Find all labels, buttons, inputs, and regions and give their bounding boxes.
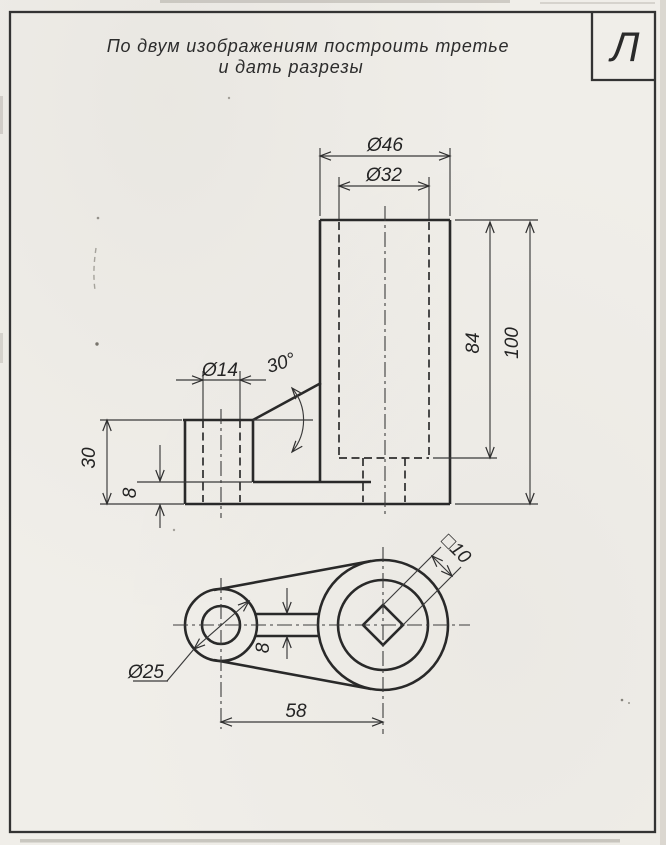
top-view [127, 530, 475, 734]
d25-leader-tail-diag [167, 649, 194, 681]
dim-d46-label: Ø46 [367, 135, 403, 156]
angle-30-label: 30° [264, 349, 299, 378]
tangent-lower-line [214, 660, 371, 689]
dim-8-front-label: 8 [120, 487, 141, 499]
dim-d14-label: Ø14 [202, 360, 238, 381]
dim-d25-label: Ø25 [128, 662, 164, 683]
dim-sq10-line [432, 556, 452, 576]
front-view [79, 135, 538, 528]
dim-30-label: 30 [79, 447, 100, 469]
dim-100-label: 100 [502, 327, 523, 359]
title-line-2: и дать разрезы [218, 57, 364, 77]
front-center-lines [221, 206, 385, 518]
dim-58-label: 58 [285, 701, 307, 722]
dim-rib8-label: 8 [253, 642, 274, 654]
tangent-upper-line [214, 561, 371, 590]
title-line-1: По двум изображениям построить третье [106, 36, 510, 56]
dim-84-label: 84 [463, 332, 484, 354]
dim-d32-label: Ø32 [366, 165, 402, 186]
dim-sq10-label: □10 [436, 530, 475, 569]
rib-slant-edge [253, 383, 321, 420]
corner-letter: Л [610, 23, 640, 70]
